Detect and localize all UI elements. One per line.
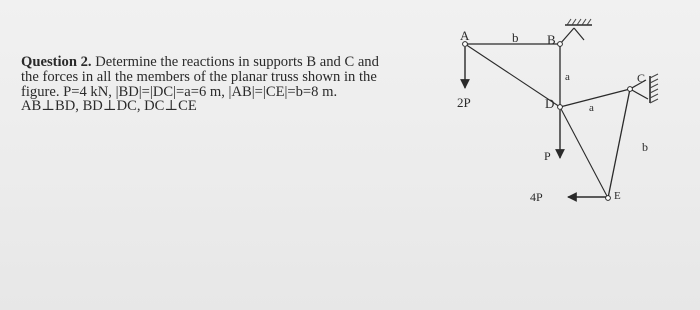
- label-node-c: C: [637, 71, 646, 85]
- label-dim-bd: a: [565, 71, 570, 83]
- label-dim-ce: b: [642, 140, 648, 154]
- node-b: [558, 42, 563, 47]
- node-e: [606, 196, 611, 201]
- label-node-e: E: [614, 190, 621, 202]
- label-load-2p: 2P: [457, 95, 471, 110]
- question-line-3: figure. P=4 kN, |BD|=|DC|=a=6 m, |AB|=|CE|=b=8 m.: [21, 83, 338, 100]
- node-c: [628, 87, 633, 92]
- question-number: Question 2.: [21, 54, 92, 70]
- question-line-2: the forces in all the members of the planar truss shown in the: [21, 68, 377, 85]
- label-node-d: D: [545, 96, 555, 111]
- node-d: [558, 105, 563, 110]
- member-dc: [560, 89, 630, 107]
- question-line-1-text: Determine the reactions in supports B and C and: [91, 54, 379, 70]
- member-de: [560, 107, 608, 198]
- label-dim-ab: b: [512, 30, 519, 45]
- support-b: [560, 19, 592, 44]
- label-load-p: P: [544, 149, 551, 163]
- label-dim-dc: a: [589, 102, 594, 114]
- label-node-b: B: [547, 32, 556, 47]
- label-load-4p: 4P: [530, 190, 543, 204]
- member-ce: [608, 89, 630, 198]
- label-node-a: A: [460, 28, 470, 43]
- question-line-4: AB⊥BD, BD⊥DC, DC⊥CE: [21, 98, 197, 115]
